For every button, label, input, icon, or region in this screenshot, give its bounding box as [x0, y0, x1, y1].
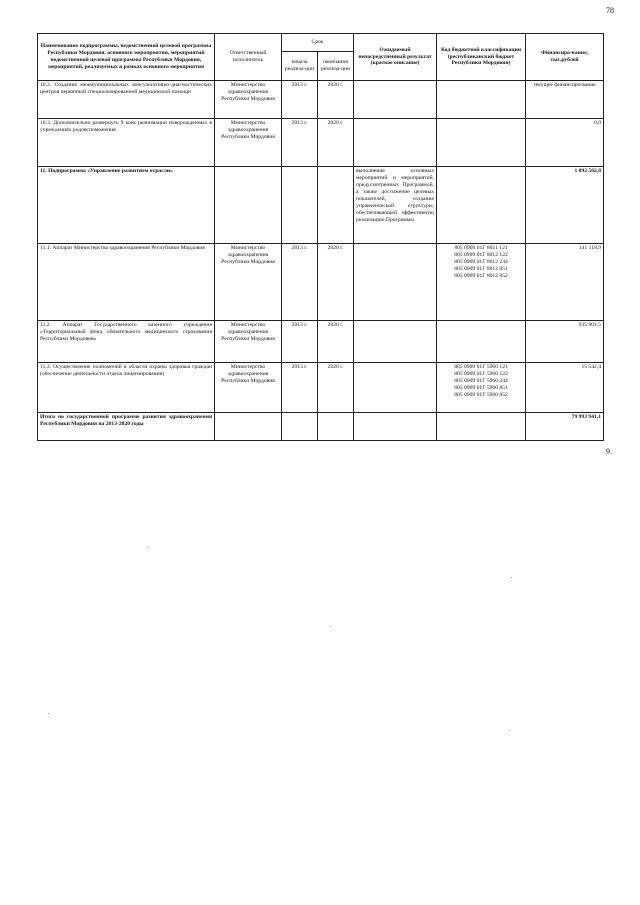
table-row — [38, 244, 604, 321]
row-start: 2013 г. — [282, 321, 318, 363]
side-mark: 9. — [606, 447, 612, 456]
scan-speck — [509, 730, 510, 731]
budget-code: 805 0909 01Г 8011 121 — [454, 245, 508, 251]
row-end: 2020 г. — [318, 119, 354, 167]
row-name: 10.2. Создание межмуниципальных консультативно-диагностических центров первичной специализированной медицинской помощи — [38, 81, 215, 119]
budget-code: 805 0909 01Г 8012 244 — [454, 258, 508, 265]
row-executor: Министерство здравоохранения Республики Мордовия — [215, 81, 282, 119]
row-start — [282, 167, 318, 244]
row-name: 10.3. Дополнительно развернуть 9 коек реанимации новорожденных в учреждениях родовспоможения — [38, 119, 215, 167]
total-empty-executor — [215, 413, 282, 441]
row-start: 2013 г. — [282, 119, 318, 167]
budget-code: 805 0909 01Г 8012 852 — [454, 272, 508, 279]
table-row — [38, 81, 604, 119]
total-label: Итого по государственной программе развития здравоохранения Республики Мордовия на 2013-2020 годы — [38, 413, 215, 441]
header-row — [38, 34, 604, 52]
row-result: выполнение основных мероприятий и мероприятий, предусмотренных Программой, а также достижение целевых показателей, создание управленческой структуры, обеспечивающей эффективную реализацию Программы — [354, 167, 437, 244]
row-finance: 15 542,4 — [526, 363, 604, 413]
row-name: 11. Подпрограмма «Управление развитием отрасли» — [38, 167, 215, 244]
row-start: 2013 г. — [282, 363, 318, 413]
row-codes — [437, 119, 526, 167]
table-row — [38, 321, 604, 363]
scan-speck — [148, 547, 149, 548]
budget-code: 805 0909 01Г 8012 851 — [454, 265, 508, 272]
row-result — [354, 363, 437, 413]
row-result — [354, 81, 437, 119]
table-row — [38, 363, 604, 413]
total-row — [38, 413, 604, 441]
row-name: 11.1. Аппарат Министерства здравоохранения Республики Мордовия — [38, 244, 215, 321]
total-empty-start — [282, 413, 318, 441]
total-empty-result — [354, 413, 437, 441]
scan-speck — [511, 577, 512, 578]
row-executor — [215, 167, 282, 244]
row-end: 2020 г. — [318, 244, 354, 321]
row-codes — [437, 244, 526, 321]
row-executor: Министерство здравоохранения Республики Мордовия — [215, 244, 282, 321]
budget-code: 805 0909 01Г 8012 122 — [454, 251, 508, 258]
row-executor: Министерство здравоохранения Республики Мордовия — [215, 321, 282, 363]
budget-code: 805 0909 01Г 5960 122 — [454, 370, 508, 377]
row-finance: 935 901,5 — [526, 321, 604, 363]
row-end: 2020 г. — [318, 81, 354, 119]
header-term-end: окончания реализа-ции — [318, 52, 354, 81]
header-term: Срок — [282, 34, 354, 52]
row-finance: 141 118,9 — [526, 244, 604, 321]
row-start: 2013 г. — [282, 81, 318, 119]
header-finance: Финансиро-вание, тыс.рублей — [526, 34, 604, 81]
budget-code: 805 0909 01Г 5960 852 — [454, 391, 508, 398]
row-name: 11.3. Осуществление полномочий в области охраны здоровья граждан (обеспечение деятельности отдела лицензирования) — [38, 363, 215, 413]
table-row — [38, 119, 604, 167]
row-result — [354, 244, 437, 321]
row-name: 11.2. Аппарат Государственного казенного учреждения «Территориальный фонд обязательного медицинского страхования Республики Мордовия» — [38, 321, 215, 363]
row-result — [354, 321, 437, 363]
row-finance: 1 092 562,8 — [526, 167, 604, 244]
row-executor: Министерство здравоохранения Республики Мордовия — [215, 363, 282, 413]
row-finance: 0,0 — [526, 119, 604, 167]
header-result: Ожидаемый непосредственный результат (краткое описание) — [354, 34, 437, 81]
row-end: 2020 г. — [318, 321, 354, 363]
total-finance: 79 993 941,1 — [526, 413, 604, 441]
total-empty-end — [318, 413, 354, 441]
row-codes — [437, 167, 526, 244]
row-start: 2013 г. — [282, 244, 318, 321]
row-result — [354, 119, 437, 167]
header-term-start: начала реализа-ции — [282, 52, 318, 81]
row-codes — [437, 363, 526, 413]
row-end: 2020 г. — [318, 363, 354, 413]
row-executor: Министерство здравоохранения Республики Мордовия — [215, 119, 282, 167]
budget-code: 805 0909 01Г 5960 244 — [454, 377, 508, 384]
header-code: Код бюджетной классификации (республиканский бюджет Республики Мордовия) — [437, 34, 526, 81]
row-codes — [437, 81, 526, 119]
budget-code: 805 0909 01Г 5960 851 — [454, 384, 508, 391]
budget-code: 805 0909 01Г 5960 121 — [454, 364, 508, 370]
header-name: Наименование подпрограммы, ведомственной целевой программы Республики Мордовия, основного мероприятия, мероприятий ведомственной целевой программы Республики Мордовия, мероприятий, реализуемых в рамках основного мероприятия — [38, 34, 215, 81]
row-codes — [437, 321, 526, 363]
row-end — [318, 167, 354, 244]
page-number: 78 — [606, 6, 614, 15]
scan-speck — [48, 713, 49, 714]
scan-speck — [330, 626, 331, 627]
header-executor: Ответственный исполнитель — [215, 34, 282, 81]
table-row — [38, 167, 604, 244]
program-table — [37, 33, 604, 441]
total-empty-code — [437, 413, 526, 441]
row-finance: текущее финансиро-вание — [526, 81, 604, 119]
